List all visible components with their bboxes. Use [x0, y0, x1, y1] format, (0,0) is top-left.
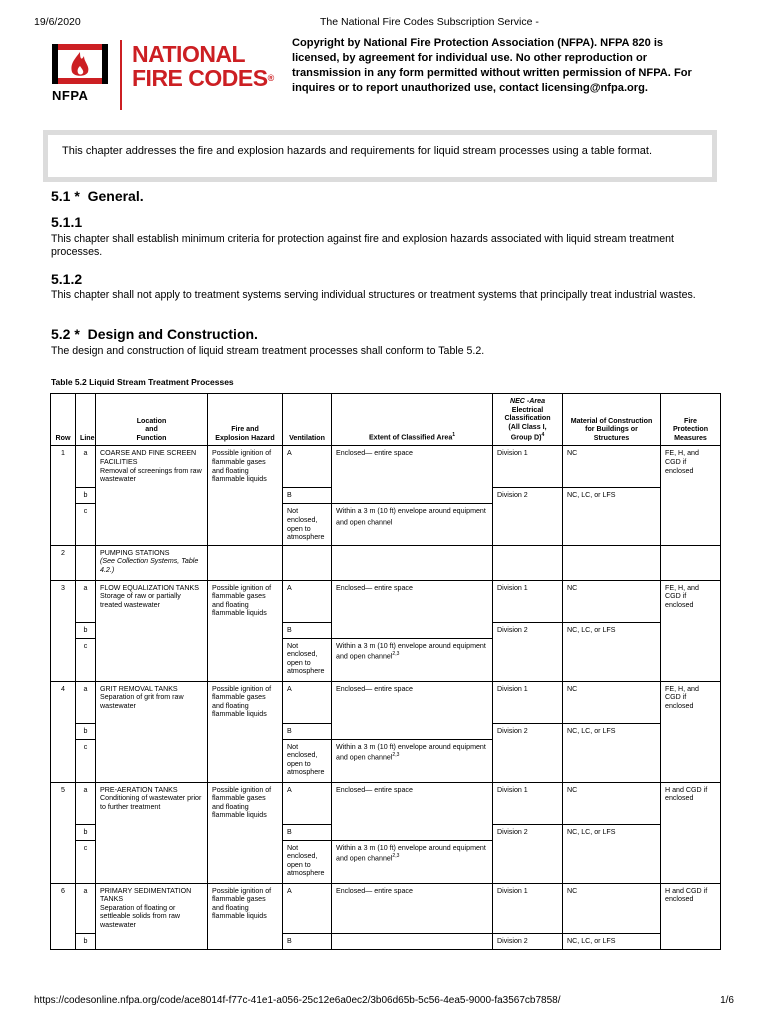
row-number: 5 — [51, 782, 76, 883]
chapter-scope-text: This chapter addresses the fire and explosion hazards and requirements for liquid stream processes using a table format. — [62, 145, 653, 157]
hazard-cell: Possible ignition of flammable gases and floating flammable liquids — [208, 446, 283, 545]
chapter-scope-box — [43, 130, 717, 182]
print-header — [34, 16, 734, 30]
header-material-l2: for Buildings or — [585, 425, 638, 434]
line-id: b — [76, 824, 96, 840]
ventilation-cell: Not enclosed, open to atmosphere — [283, 840, 332, 883]
header-nec-l1: NEC -Area — [509, 397, 546, 405]
header-nec — [493, 394, 563, 446]
table-row — [51, 883, 721, 933]
section-5-1-1-text: This chapter shall establish minimum criteria for protection against fire and explosion hazards associated with liquid stream treatment processes. — [51, 233, 674, 258]
material-cell: NC, LC, or LFS — [563, 933, 661, 949]
ventilation-cell: A — [283, 446, 332, 488]
nec-cell: Division 1 — [493, 883, 563, 933]
material-cell: NC, LC, or LFS — [563, 488, 661, 545]
location-cell — [96, 545, 208, 580]
line-id: c — [76, 638, 96, 681]
extent-text: Within a 3 m (10 ft) envelope around equipment and open channel — [336, 843, 486, 863]
line-id: a — [76, 446, 96, 488]
logo-line-2-text: FIRE CODES — [132, 65, 268, 91]
extent-cell: Enclosed— entire space — [332, 883, 493, 933]
extent-cell — [332, 504, 493, 545]
ventilation-cell: B — [283, 622, 332, 638]
extent-cell: Enclosed— entire space — [332, 782, 493, 840]
header-row: Row — [51, 394, 76, 446]
header-line: Line — [76, 394, 96, 446]
ventilation-cell: A — [283, 681, 332, 723]
extent-text: Within a 3 m (10 ft) envelope around equipment and open channel — [336, 641, 486, 661]
table-row — [51, 545, 721, 580]
extent-footnote: 2,3 — [392, 853, 400, 860]
header-extent — [332, 394, 493, 446]
line-id: c — [76, 504, 96, 545]
extent-cell — [332, 840, 493, 883]
section-5-2-number: 5.2 * — [51, 326, 80, 342]
line-id — [76, 545, 96, 580]
table-header-row — [51, 394, 721, 446]
ventilation-cell: B — [283, 723, 332, 739]
ventilation-cell: A — [283, 782, 332, 824]
location-title: PUMPING STATIONS — [100, 548, 170, 557]
line-id: c — [76, 739, 96, 782]
hazard-cell: Possible ignition of flammable gases and floating flammable liquids — [208, 580, 283, 681]
material-cell: NC — [563, 446, 661, 488]
material-cell: NC — [563, 883, 661, 933]
table-caption: Table 5.2 Liquid Stream Treatment Processes — [51, 377, 234, 387]
line-id: a — [76, 782, 96, 824]
section-5-1-2-heading: 5.1.2 — [51, 271, 83, 287]
section-5-2-title: Design and Construction. — [87, 326, 258, 342]
material-cell: NC — [563, 681, 661, 723]
location-cell — [96, 681, 208, 782]
extent-text: Within a 3 m (10 ft) envelope around equipment and open channel — [336, 742, 486, 762]
extent-cell — [332, 638, 493, 681]
section-5-1-number: 5.1 * — [51, 188, 80, 204]
fire-protection-cell — [661, 545, 721, 580]
location-title: FLOW EQUALIZATION TANKS — [100, 583, 199, 592]
header-hazard-l1: Fire and — [231, 425, 259, 434]
row-number: 6 — [51, 883, 76, 949]
table-row — [51, 446, 721, 488]
ventilation-cell: B — [283, 488, 332, 504]
extent-cell: Enclosed— entire space — [332, 580, 493, 638]
logo-brand-text — [132, 42, 274, 90]
material-cell: NC, LC, or LFS — [563, 723, 661, 782]
table-row — [51, 580, 721, 622]
location-desc: Storage of raw or partially treated wastewater — [100, 592, 181, 609]
header-nec-footnote: 4 — [541, 432, 545, 439]
nec-cell: Division 2 — [493, 723, 563, 782]
location-desc: Separation of grit from raw wastewater — [100, 693, 184, 710]
location-title: GRIT REMOVAL TANKS — [100, 684, 178, 693]
ventilation-cell: A — [283, 580, 332, 622]
section-5-1-2-text: This chapter shall not apply to treatment systems serving individual structures or treatment systems that principally treat industrial wastes. — [51, 289, 696, 301]
header-material-l1: Material of Construction — [570, 416, 653, 425]
nec-cell: Division 1 — [493, 782, 563, 824]
page-number: 1/6 — [720, 995, 734, 1006]
section-5-1-1-heading: 5.1.1 — [51, 214, 83, 230]
material-cell: NC — [563, 782, 661, 824]
line-id: b — [76, 723, 96, 739]
line-id: a — [76, 681, 96, 723]
header-ventilation: Ventilation — [283, 394, 332, 446]
logo-divider — [120, 40, 122, 110]
header-location-l1: Location — [136, 416, 167, 425]
nec-cell: Division 2 — [493, 622, 563, 681]
fire-protection-cell: FE, H, and CGD if enclosed — [661, 446, 721, 545]
nec-cell: Division 2 — [493, 824, 563, 883]
print-title: The National Fire Codes Subscription Service - — [320, 16, 539, 28]
header-hazard-l2: Explosion Hazard — [215, 433, 275, 442]
line-id: b — [76, 488, 96, 504]
ventilation-cell: B — [283, 933, 332, 949]
national-fire-codes-logo[interactable] — [50, 40, 280, 106]
ventilation-cell: B — [283, 824, 332, 840]
header-material-l3: Structures — [593, 433, 630, 442]
header-extent-footnote: 1 — [452, 432, 456, 439]
line-id: a — [76, 883, 96, 933]
header-nec-l4: (All Class I, — [508, 422, 547, 431]
material-cell — [563, 545, 661, 580]
header-extent-text: Extent of Classified Area — [368, 433, 453, 442]
location-desc: (See Collection Systems, Table 4.2.) — [100, 557, 199, 574]
registered-mark: ® — [267, 73, 274, 83]
location-desc: Separation of floating or settleable solids from raw wastewater — [100, 903, 181, 930]
location-cell — [96, 446, 208, 545]
nec-cell — [493, 545, 563, 580]
page-url[interactable]: https://codesonline.nfpa.org/code/ace8014f-f77c-41e1-a056-25c12e6a0ec2/3b06d65b-5c56-4ea5-9000-fa3567cb7858/ — [34, 995, 561, 1006]
location-desc: Removal of screenings from raw wastewater — [100, 466, 202, 484]
nec-cell: Division 2 — [493, 933, 563, 949]
hazard-cell: Possible ignition of flammable gases and floating flammable liquids — [208, 681, 283, 782]
hazard-cell: Possible ignition of flammable gases and floating flammable liquids — [208, 883, 283, 949]
header-nec-l5-text: Group D) — [510, 433, 542, 442]
extent-footnote: 2,3 — [392, 651, 400, 658]
location-cell — [96, 580, 208, 681]
hazard-cell — [208, 545, 283, 580]
ventilation-cell: Not enclosed, open to atmosphere — [283, 638, 332, 681]
nfpa-flame-icon — [50, 40, 112, 88]
fire-protection-cell: H and CGD if enclosed — [661, 782, 721, 883]
fire-protection-cell: FE, H, and CGD if enclosed — [661, 580, 721, 681]
header-material — [563, 394, 661, 446]
header-fire-l3: Measures — [674, 433, 707, 442]
section-5-2-text: The design and construction of liquid stream treatment processes shall conform to Table 5.2. — [51, 345, 485, 357]
row-number: 2 — [51, 545, 76, 580]
header-fire-protection — [661, 394, 721, 446]
extent-cell: Enclosed— entire space — [332, 681, 493, 739]
line-id: b — [76, 622, 96, 638]
logo-line-1: NATIONAL — [132, 41, 246, 67]
header-fire-l1: Fire — [683, 416, 697, 425]
location-cell — [96, 782, 208, 883]
nec-cell: Division 1 — [493, 446, 563, 488]
header-location — [96, 394, 208, 446]
table-row — [51, 782, 721, 824]
extent-cell — [332, 933, 493, 949]
nfpa-wordmark: NFPA — [52, 88, 89, 103]
print-footer — [34, 995, 734, 1006]
ventilation-cell: Not enclosed, open to atmosphere — [283, 504, 332, 545]
row-number: 1 — [51, 446, 76, 545]
extent-cell — [332, 739, 493, 782]
header-fire-l2: Protection — [672, 425, 709, 434]
line-id: b — [76, 933, 96, 949]
nec-cell: Division 1 — [493, 681, 563, 723]
location-title: PRIMARY SEDIMENTATION TANKS — [100, 886, 192, 904]
fire-protection-cell: H and CGD if enclosed — [661, 883, 721, 949]
header-nec-l5 — [497, 431, 558, 442]
extent-cell — [332, 545, 493, 580]
header-hazard — [208, 394, 283, 446]
ventilation-cell — [283, 545, 332, 580]
location-cell — [96, 883, 208, 949]
line-id: c — [76, 840, 96, 883]
nec-cell: Division 1 — [493, 580, 563, 622]
nec-cell: Division 2 — [493, 488, 563, 545]
header-nec-l2: Electrical — [511, 405, 544, 414]
fire-protection-cell: FE, H, and CGD if enclosed — [661, 681, 721, 782]
location-title: PRE-AERATION TANKS — [100, 785, 178, 794]
extent-footnote: 2,3 — [392, 752, 400, 759]
extent-cell: Enclosed— entire space — [332, 446, 493, 504]
row-number: 3 — [51, 580, 76, 681]
copyright-notice: Copyright by National Fire Protection Association (NFPA). NFPA 820 is licensed, by agreement for individual use. No other reproduction or transmission in any form permitted without written permission of NFPA. For inquires or to report unauthorized use, contact licensing@nfpa.org. — [292, 37, 692, 94]
header-location-l3: Function — [136, 433, 167, 442]
hazard-cell: Possible ignition of flammable gases and floating flammable liquids — [208, 782, 283, 883]
location-desc: Conditioning of wastewater prior to further treatment — [100, 794, 202, 811]
table-row — [51, 681, 721, 723]
material-cell: NC, LC, or LFS — [563, 622, 661, 681]
location-title: COARSE AND FINE SCREEN FACILITIES — [100, 449, 197, 466]
ventilation-cell: Not enclosed, open to atmosphere — [283, 739, 332, 782]
section-5-2-heading — [51, 326, 258, 342]
header-location-l2: and — [145, 425, 158, 434]
line-id: a — [76, 580, 96, 622]
extent-text: Within a 3 m (10 ft) envelope around equipment and open channel — [336, 507, 486, 527]
liquid-stream-treatment-table — [50, 393, 721, 950]
row-number: 4 — [51, 681, 76, 782]
section-5-1-heading — [51, 188, 144, 204]
logo-line-2 — [132, 66, 274, 90]
header-nec-l3: Classification — [504, 414, 551, 423]
section-5-1-title: General. — [87, 188, 144, 204]
material-cell: NC, LC, or LFS — [563, 824, 661, 883]
ventilation-cell: A — [283, 883, 332, 933]
material-cell: NC — [563, 580, 661, 622]
print-date: 19/6/2020 — [34, 16, 81, 28]
